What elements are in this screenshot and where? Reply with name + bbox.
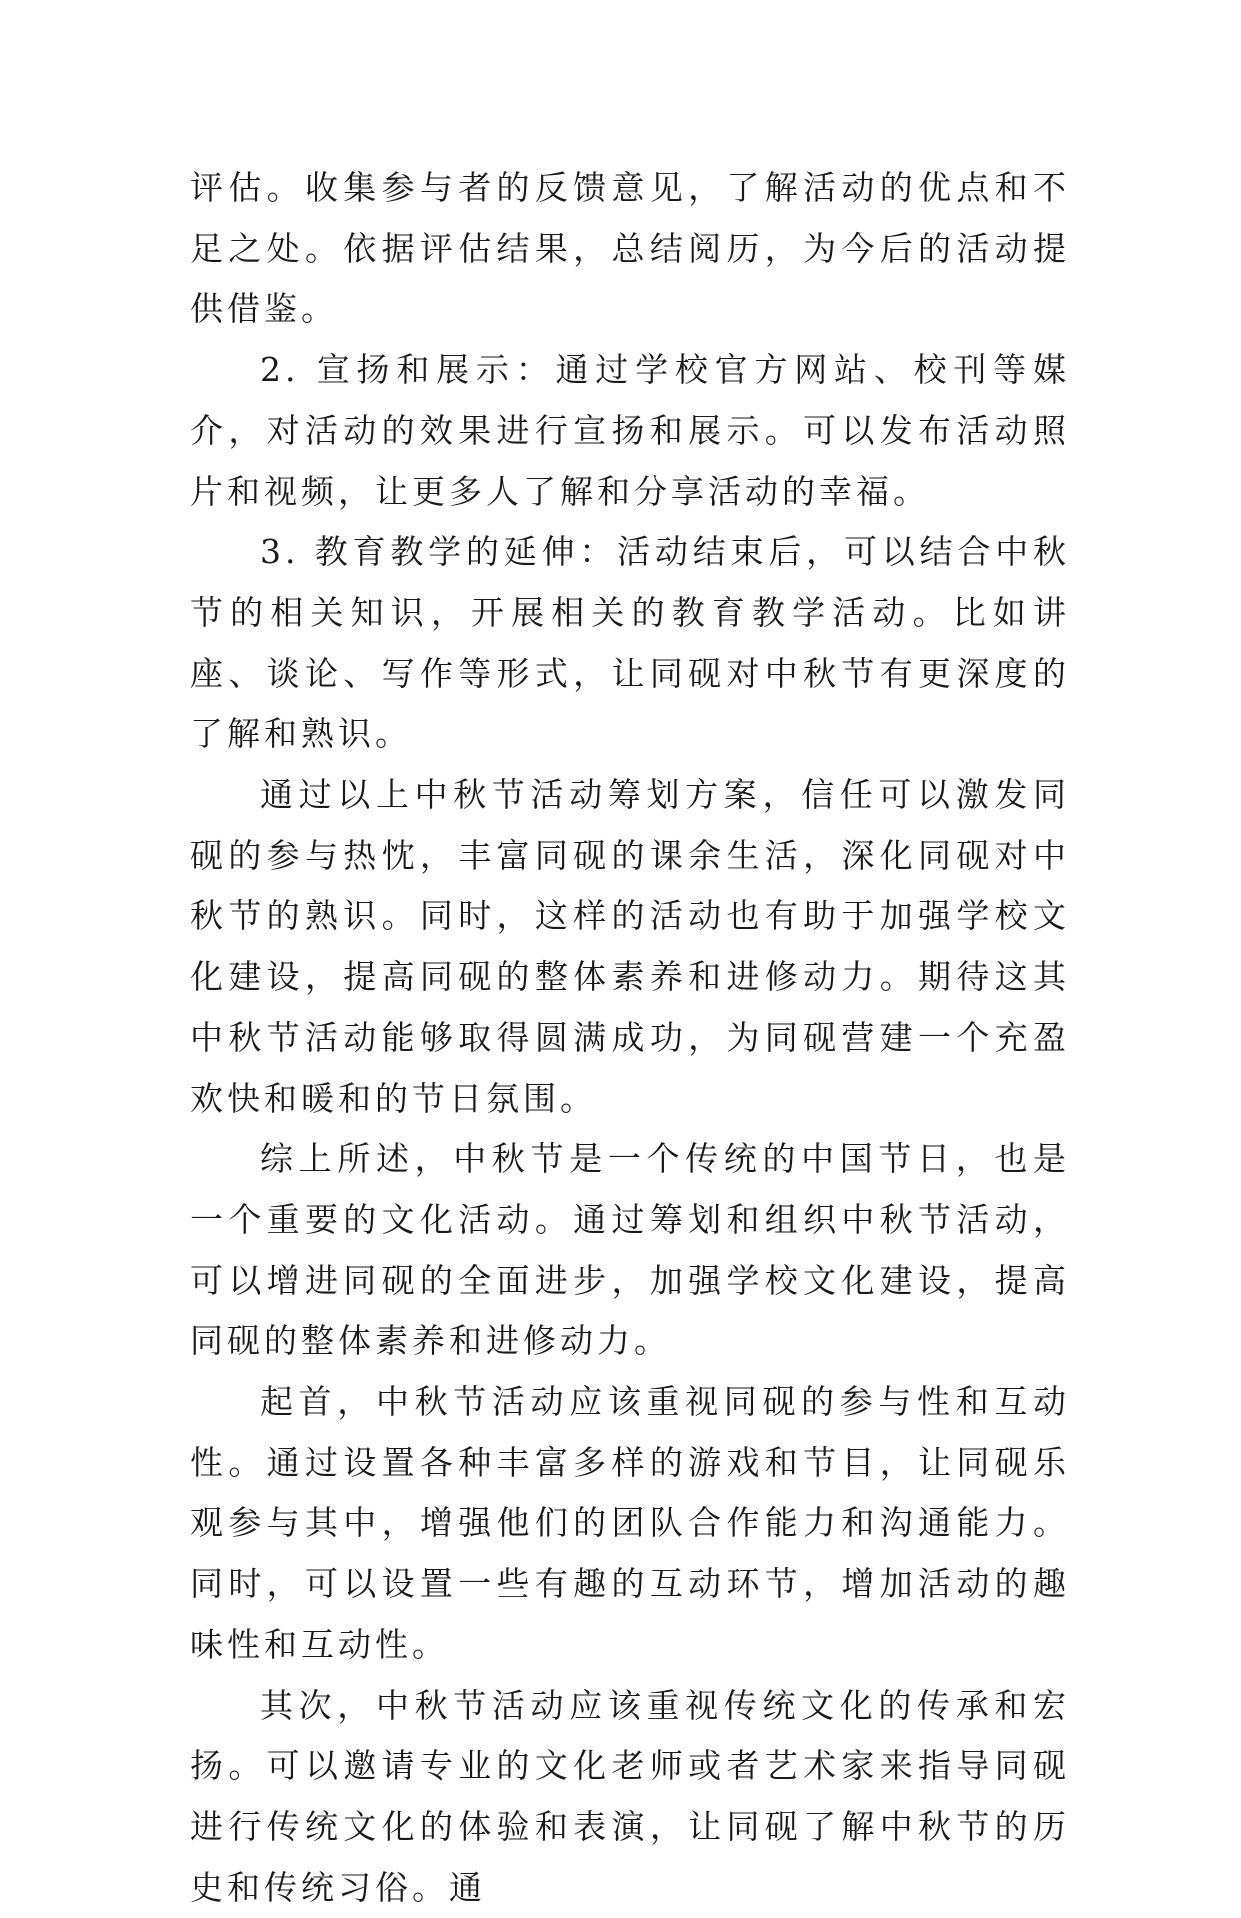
body-text bbox=[190, 158, 1070, 1918]
paragraph-item-3: 3. 教育教学的延伸：活动结束后，可以结合中秋节的相关知识，开展相关的教育教学活动。比如讲座、谈论、写作等形式，让同砚对中秋节有更深度的了解和熟识。 bbox=[190, 532, 1070, 754]
paragraph-summary: 通过以上中秋节活动筹划方案，信任可以激发同砚的参与热忱，丰富同砚的课余生活，深化同砚对中秋节的熟识。同时，这样的活动也有助于加强学校文化建设，提高同砚的整体素养和进修动力。期待这其中秋节活动能够取得圆满成功，为同砚营建一个充盈欢快和暖和的节日氛围。 bbox=[190, 775, 1070, 1118]
paragraph-continuation: 评估。收集参与者的反馈意见，了解活动的优点和不足之处。依据评估结果，总结阅历，为今后的活动提供借鉴。 bbox=[190, 168, 1070, 329]
paragraph-first-point: 起首，中秋节活动应该重视同砚的参与性和互动性。通过设置各种丰富多样的游戏和节目，让同砚乐观参与其中，增强他们的团队合作能力和沟通能力。同时，可以设置一些有趣的互动环节，增加活动的趣味性和互动性。 bbox=[190, 1382, 1070, 1664]
paragraph-second-point: 其次，中秋节活动应该重视传统文化的传承和宏扬。可以邀请专业的文化老师或者艺术家来指导同砚进行传统文化的体验和表演，让同砚了解中秋节的历史和传统习俗。通 bbox=[190, 1685, 1070, 1907]
paragraph-item-2: 2. 宣扬和展示：通过学校官方网站、校刊等媒介，对活动的效果进行宣扬和展示。可以发布活动照片和视频，让更多人了解和分享活动的幸福。 bbox=[190, 350, 1070, 511]
paragraph-conclusion: 综上所述，中秋节是一个传统的中国节日，也是一个重要的文化活动。通过筹划和组织中秋节活动，可以增进同砚的全面进步，加强学校文化建设，提高同砚的整体素养和进修动力。 bbox=[190, 1139, 1070, 1361]
